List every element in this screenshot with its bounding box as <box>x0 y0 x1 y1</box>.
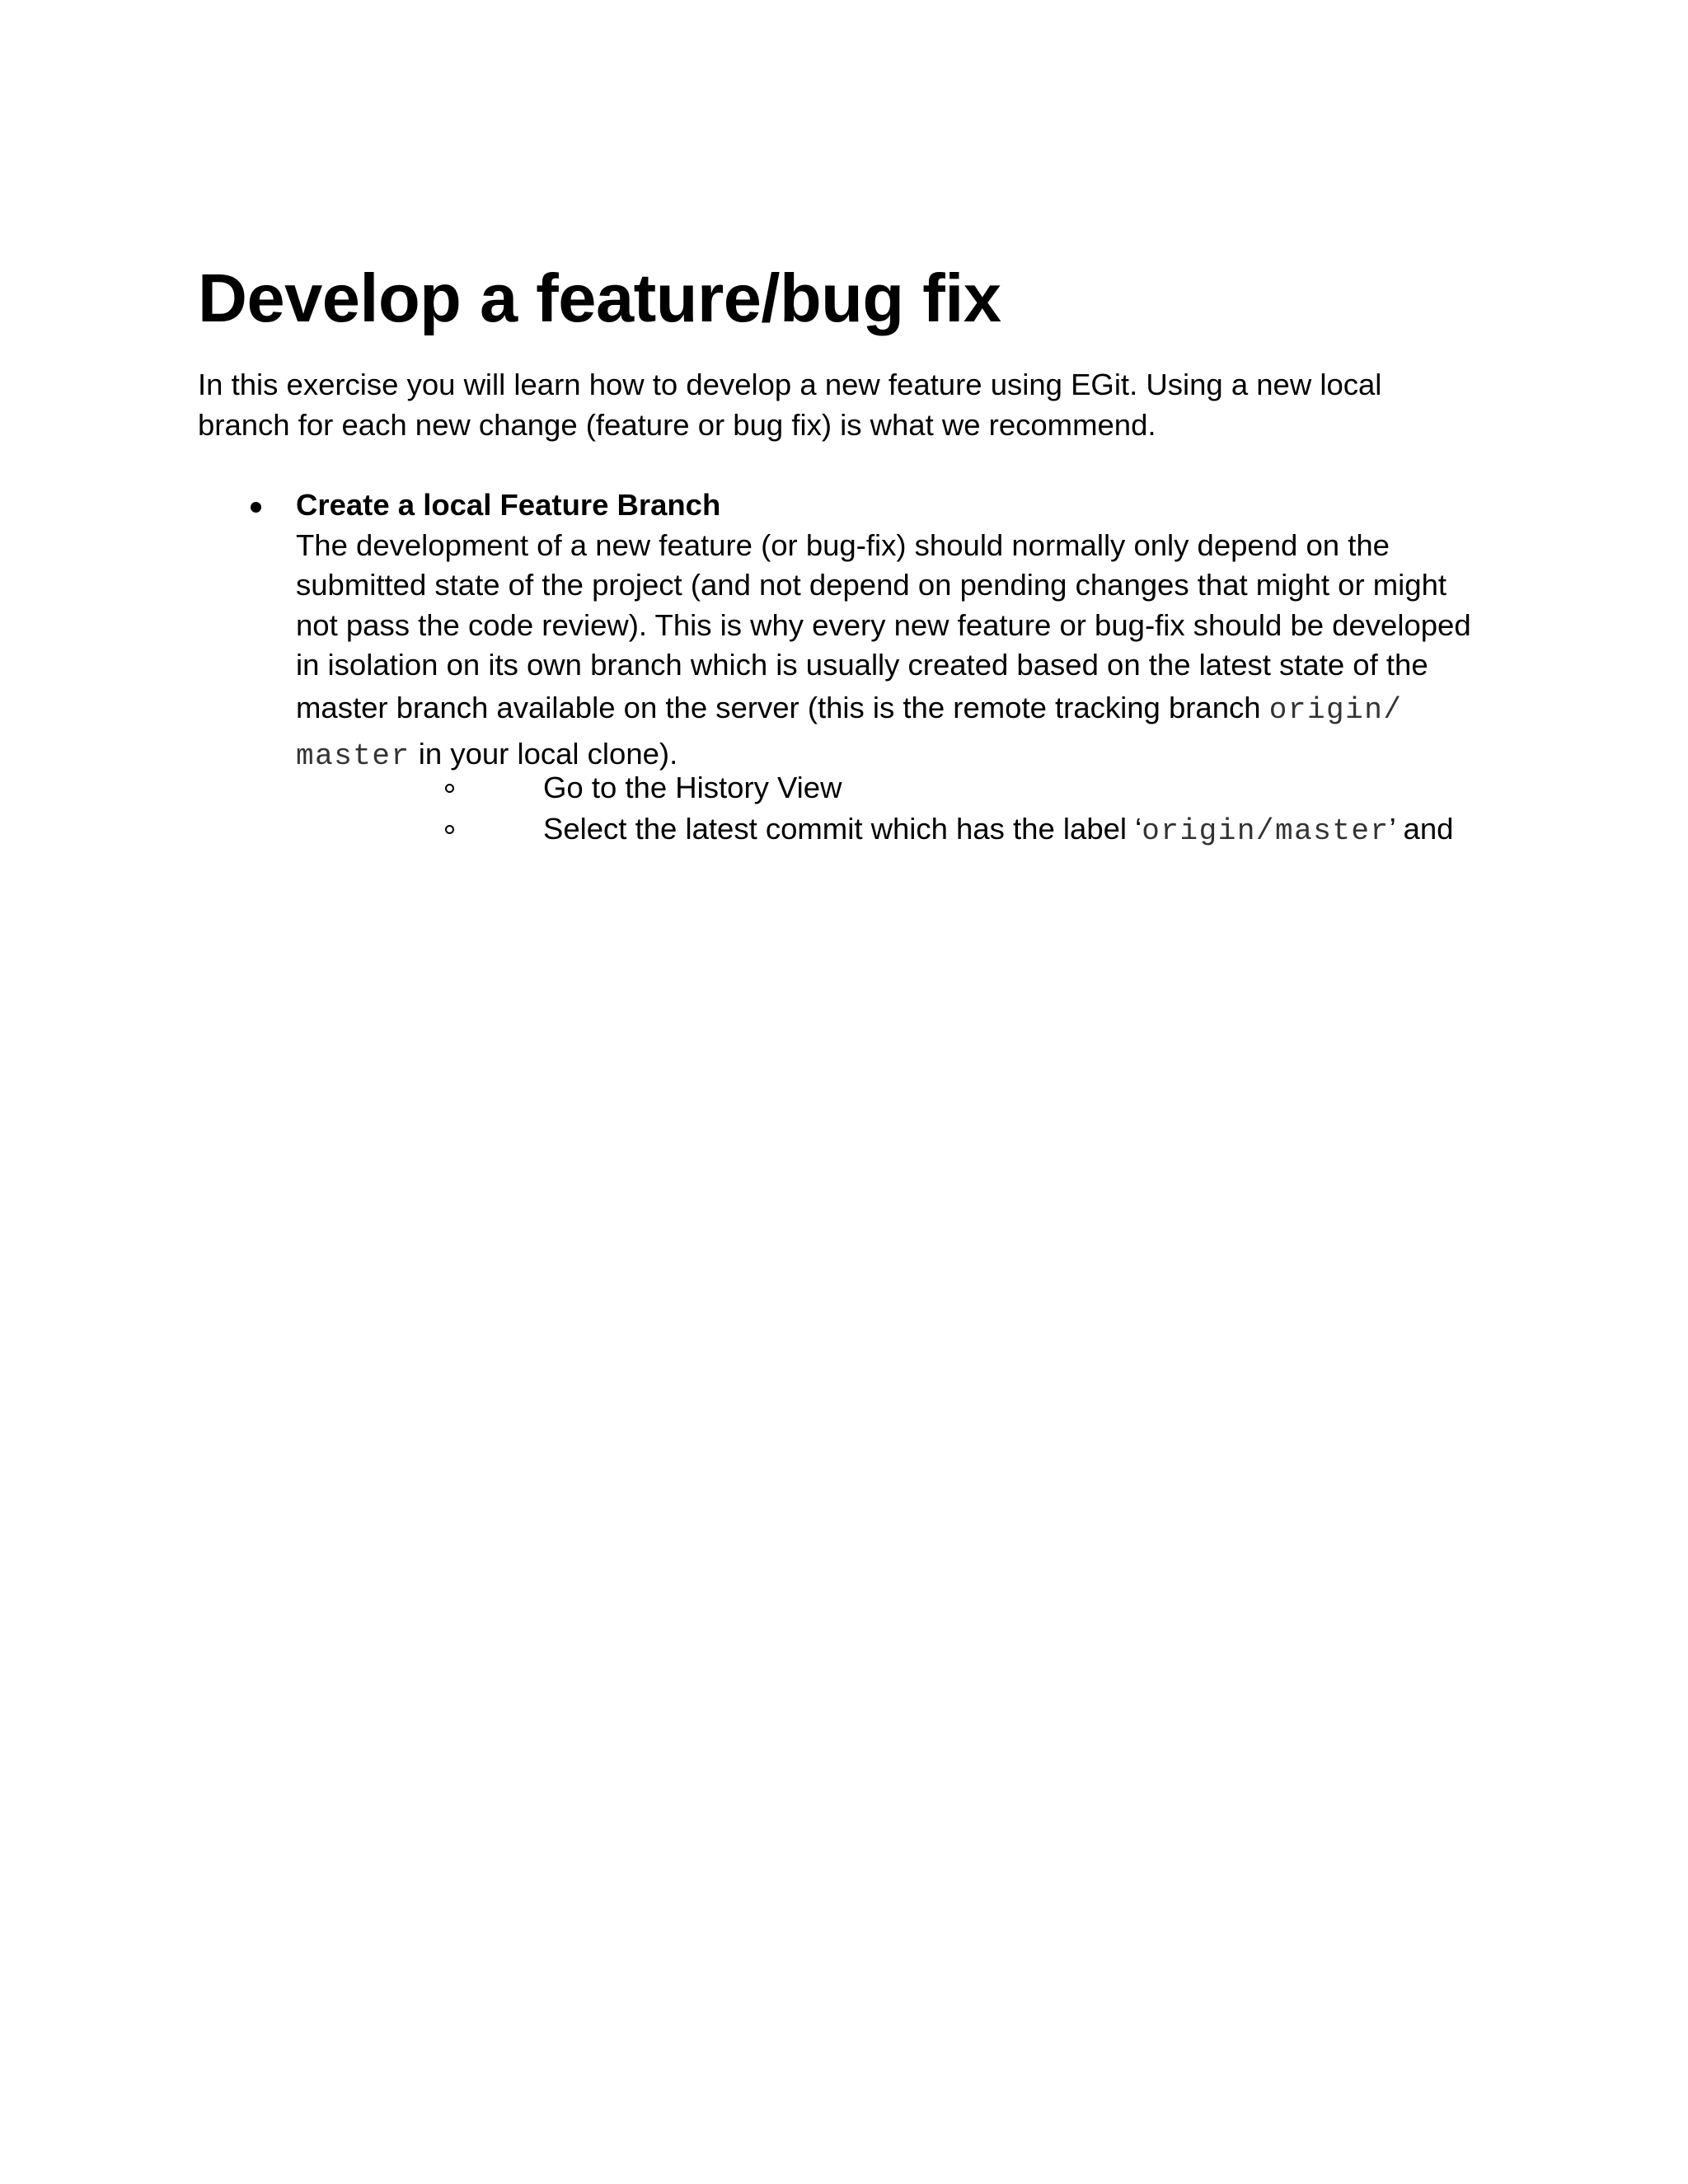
sub-item-text-part: Select the latest commit which has the label ‘ <box>543 812 1142 846</box>
bullet-paragraph <box>296 526 1507 778</box>
code-origin-master: origin/master <box>1142 814 1390 848</box>
bullet-line <box>296 686 1507 732</box>
bullet-heading: Create a local Feature Branch <box>296 488 721 522</box>
bullet-line: not pass the code review). This is why every new feature or bug-fix should be developed <box>296 607 1471 642</box>
hollow-circle-marker <box>445 784 454 793</box>
bullet-line: in isolation on its own branch which is usually created based on the latest state of the <box>296 648 1428 682</box>
sub-list-item <box>445 808 1657 850</box>
sub-list <box>445 767 1657 850</box>
page-title: Develop a feature/bug fix <box>198 260 1001 336</box>
bullet-marker <box>251 502 261 513</box>
bullet-line: submitted state of the project (and not depend on pending changes that might or might <box>296 568 1447 602</box>
hollow-circle-marker <box>445 825 454 834</box>
sub-list-item <box>445 767 1657 808</box>
bullet-body <box>296 485 1507 778</box>
intro-line: In this exercise you will learn how to develop a new feature using EGit. Using a new local <box>198 368 1382 401</box>
code-master: master <box>296 738 410 773</box>
bullet-line-text: master branch available on the server (this is the remote tracking branch <box>296 690 1269 724</box>
intro-paragraph <box>198 365 1484 445</box>
bullet-line: The development of a new feature (or bug-fix) should normally only depend on the <box>296 527 1390 562</box>
sub-item-text <box>543 808 1453 852</box>
intro-line: branch for each new change (feature or bug fix) is what we recommend. <box>198 407 1156 442</box>
code-origin: origin/ <box>1268 692 1403 727</box>
bullet-line-text: in your local clone). <box>410 736 678 771</box>
sub-item-text-part: ’ and <box>1389 812 1454 846</box>
sub-item-text: Go to the History View <box>543 771 842 804</box>
